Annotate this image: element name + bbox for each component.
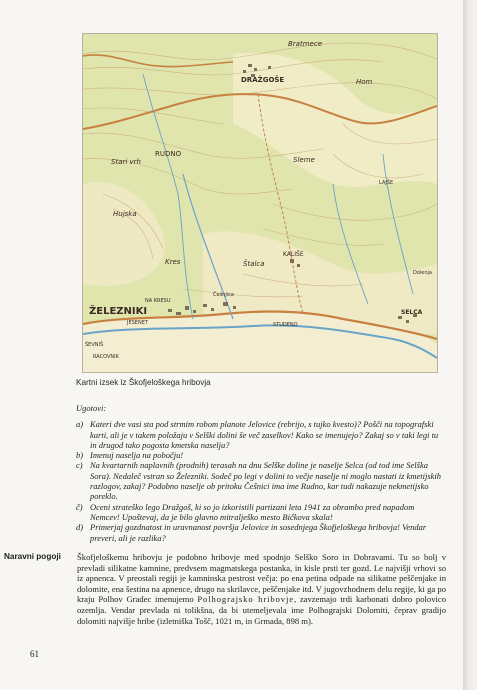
map-label-kres: Kres bbox=[165, 258, 181, 266]
task-text: Imenuj naselja na pobočju! bbox=[90, 450, 184, 461]
map-label-racovnik: RACOVNIK bbox=[93, 354, 119, 360]
map-label-lajse: LAJŠE bbox=[379, 180, 394, 186]
map-label-hom: Hom bbox=[356, 78, 373, 86]
task-item bbox=[76, 419, 446, 450]
map-label-bratmece: Bratmece bbox=[288, 40, 322, 48]
paragraph-text-end: , zavzemajo trdi karbonati dobro polovico ozemlja. Vendar prevlada ni tolikšna, da bi utemeljevala ime Polhograjski Dolomiti, čeprav gradijo dolomiti najvišje hribe (izletniška Tošč, 1021 m, in Grmada, 898 m). bbox=[77, 594, 447, 626]
task-label: č) bbox=[76, 501, 83, 512]
task-text: Kateri dve vasi sta pod strmim robom planote Jelovice (rebrijo, s tujko kvesto)? Pošči na topografski karti, ali je v takem položaju v Selški dolini še več zaselkov! Kako se imenujejo? Zakaj so v taki legi tu in drugod tako pogosta kmetska naselja? bbox=[90, 419, 439, 450]
map-label-sleme: Sleme bbox=[293, 156, 315, 164]
map-label-rudno: RUDNO bbox=[155, 150, 182, 158]
emphasized-term: Polhograjsko hribovje bbox=[197, 594, 294, 605]
task-item bbox=[76, 450, 446, 460]
map-label-drazgose: DRAŽGOŠE bbox=[241, 76, 285, 84]
map-label-zelezniki: ŽELEZNIKI bbox=[89, 306, 148, 317]
map-label-cesnjica: Češnjica bbox=[213, 292, 234, 298]
task-text: Primerjaj gozdnatost in uravnanost površja Jelovice in sosednjega Škofjeloškega hribovja! Vendar preveri, ali je razlika? bbox=[90, 522, 427, 543]
task-text: Na kvartarnih naplavnih (prodnih) terasah na dnu Selške doline je naselje Selca (od tod ime Selška Sora). Nedaleč vstran so Železniki. Sodeč po legi v dolini to večje naselje ni moglo nastati iz kmetijskih razlogov, zakaj? Podobno naselje ob pritoku Češnici ima ime Rudno, kar tudi nakazuje nekmetijsko poreklo. bbox=[90, 460, 442, 502]
map-label-jesenet: JESENET bbox=[127, 320, 148, 326]
map-label-na-kresu: NA KRESU bbox=[145, 298, 171, 304]
page-edge bbox=[463, 0, 477, 690]
page-number: 61 bbox=[30, 649, 39, 659]
tasks-block bbox=[76, 403, 446, 543]
paragraph-text-start: Škofjeloškemu hribovju je podobno hribovje med spodnjo Selško Soro in Dobravami. Tu so bolj v prevladi silikatne kamnine, predvsem magmatskega postanka, in kisle prsti ter gozd. Le najvišji vrhovi so iz apnenca. V preostali regiji je kamninska pestrost večja: po ena petina odpade na silikatne peščenjake in dolomite, ena šestina na apnence, drugo na skrilavce, peščenjake itd. V jugovzhodnem delu regije, ki ga po kraju Polhov Gradec imenujemo bbox=[77, 552, 446, 605]
task-item bbox=[76, 460, 446, 501]
map-label-kalise: KALIŠE bbox=[283, 251, 304, 258]
task-item bbox=[76, 522, 446, 543]
map-label-stari-vrh: Stari vrh bbox=[111, 158, 141, 166]
task-label: d) bbox=[76, 522, 84, 533]
section-paragraph bbox=[77, 552, 446, 626]
topographic-map bbox=[82, 33, 438, 373]
map-label-selca: SELCA bbox=[401, 309, 423, 316]
tasks-title: Ugotovi: bbox=[76, 403, 107, 413]
map-label-stalca: Štalca bbox=[243, 260, 265, 268]
map-caption: Kartni izsek iz Škofjeloškega hribovja bbox=[76, 378, 211, 387]
task-label: a) bbox=[76, 419, 84, 430]
map-label-dolenja: Dolenja bbox=[413, 270, 432, 276]
task-item bbox=[76, 502, 446, 523]
map-label-sevnis: ŠEVNIŠ bbox=[85, 342, 104, 348]
map-label-studeno: STUDENO bbox=[273, 322, 298, 328]
section-natural-conditions bbox=[4, 552, 449, 626]
task-label: c) bbox=[76, 460, 83, 471]
task-text: Oceni strateško lego Dražgoš, ki so jo izkoristili partizani leta 1941 za obrambo pred napadom Nemcev! Upoštevaj, da je bilo glavno mitralješko mesto Bičkova skala! bbox=[90, 501, 415, 522]
map-label-hujska: Hujska bbox=[113, 210, 137, 218]
section-title: Naravni pogoji bbox=[4, 552, 61, 561]
task-label: b) bbox=[76, 450, 84, 461]
